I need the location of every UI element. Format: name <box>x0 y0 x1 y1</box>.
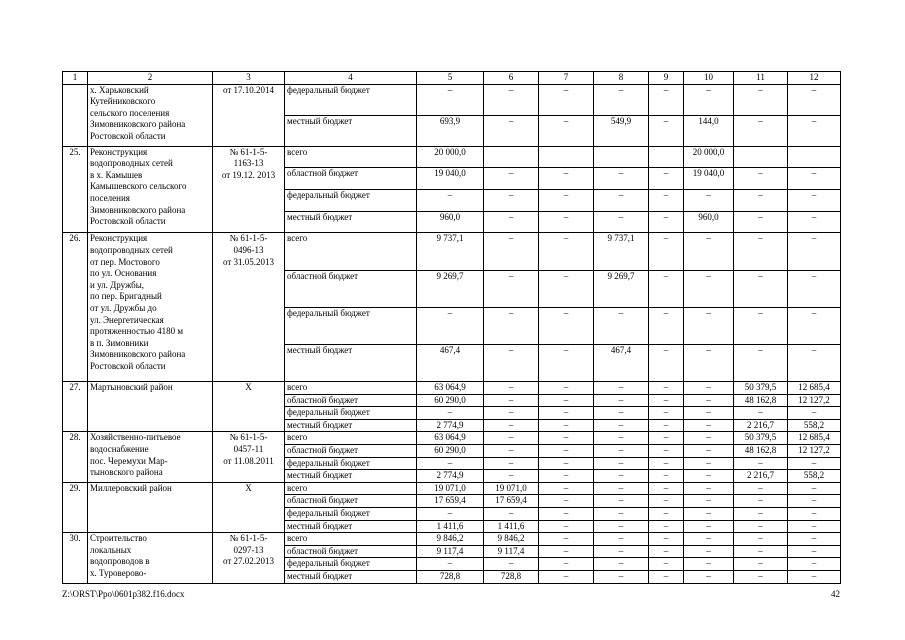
funding-source: местный бюджет <box>285 344 417 381</box>
amount-cell: 9 846,2 <box>417 533 484 546</box>
amount-cell: 960,0 <box>684 211 734 233</box>
table-row <box>63 84 841 115</box>
amount-cell: – <box>539 558 594 571</box>
table-row <box>63 233 841 270</box>
header-cell: 8 <box>594 72 649 85</box>
amount-cell <box>649 146 684 168</box>
table-row <box>63 146 841 168</box>
amount-cell: – <box>788 233 841 270</box>
funding-source: федеральный бюджет <box>285 457 417 470</box>
amount-cell: – <box>649 419 684 432</box>
amount-cell: – <box>788 307 841 344</box>
amount-cell: – <box>539 545 594 558</box>
amount-cell: – <box>684 545 734 558</box>
amount-cell: 60 290,0 <box>417 445 484 458</box>
amount-cell: 2 216,7 <box>734 419 788 432</box>
amount-cell: – <box>539 115 594 146</box>
amount-cell: 9 269,7 <box>594 270 649 307</box>
amount-cell: 9 737,1 <box>594 233 649 270</box>
amount-cell: 12 685,4 <box>788 382 841 395</box>
object-name: х. Харьковский Кутейниковского сельского поселения Зимовниковского района Ростовской области <box>88 84 213 146</box>
amount-cell: – <box>734 344 788 381</box>
amount-cell <box>484 146 539 168</box>
funding-source: федеральный бюджет <box>285 307 417 344</box>
amount-cell: – <box>788 115 841 146</box>
amount-cell: – <box>734 457 788 470</box>
amount-cell: – <box>539 482 594 495</box>
amount-cell: – <box>649 571 684 584</box>
amount-cell: – <box>539 211 594 233</box>
object-name: Строительство локальных водопроводов в х. Туроверово- <box>88 533 213 583</box>
amount-cell: – <box>594 495 649 508</box>
amount-cell: – <box>417 558 484 571</box>
funding-source: областной бюджет <box>285 445 417 458</box>
amount-cell: 1 411,6 <box>484 520 539 533</box>
amount-cell: – <box>684 84 734 115</box>
amount-cell: – <box>484 344 539 381</box>
amount-cell: – <box>594 533 649 546</box>
amount-cell: 9 846,2 <box>484 533 539 546</box>
amount-cell: – <box>417 457 484 470</box>
amount-cell: – <box>684 508 734 521</box>
file-path: Z:\ORST\Ppo\0601p382.f16.docx <box>62 589 185 599</box>
amount-cell: 48 162,8 <box>734 394 788 407</box>
amount-cell: – <box>649 115 684 146</box>
amount-cell: 9 737,1 <box>417 233 484 270</box>
funding-source: федеральный бюджет <box>285 407 417 420</box>
amount-cell: – <box>484 432 539 445</box>
amount-cell: – <box>594 394 649 407</box>
amount-cell: 12 685,4 <box>788 432 841 445</box>
row-number: 29. <box>63 482 88 532</box>
amount-cell: – <box>594 382 649 395</box>
amount-cell: – <box>649 84 684 115</box>
amount-cell: – <box>649 508 684 521</box>
funding-source: местный бюджет <box>285 115 417 146</box>
amount-cell: – <box>539 445 594 458</box>
amount-cell: – <box>484 558 539 571</box>
amount-cell: – <box>649 445 684 458</box>
amount-cell: – <box>649 211 684 233</box>
amount-cell: 63 064,9 <box>417 432 484 445</box>
header-cell: 1 <box>63 72 88 85</box>
page-number: 42 <box>831 589 840 599</box>
funding-source: всего <box>285 233 417 270</box>
amount-cell: – <box>417 407 484 420</box>
amount-cell: – <box>649 558 684 571</box>
amount-cell: 1 411,6 <box>417 520 484 533</box>
amount-cell: – <box>539 168 594 190</box>
amount-cell: – <box>734 211 788 233</box>
amount-cell: – <box>734 189 788 211</box>
amount-cell: – <box>539 344 594 381</box>
amount-cell: – <box>539 394 594 407</box>
funding-source: федеральный бюджет <box>285 508 417 521</box>
amount-cell: – <box>788 344 841 381</box>
table-body <box>63 72 841 584</box>
object-name: Мартыновский район <box>88 382 213 432</box>
amount-cell: – <box>734 233 788 270</box>
amount-cell: – <box>734 270 788 307</box>
amount-cell: – <box>788 211 841 233</box>
amount-cell: – <box>734 558 788 571</box>
amount-cell: 12 127,2 <box>788 394 841 407</box>
amount-cell: – <box>417 307 484 344</box>
funding-source: всего <box>285 382 417 395</box>
amount-cell: – <box>684 445 734 458</box>
amount-cell: 558,2 <box>788 470 841 483</box>
amount-cell: 20 000,0 <box>417 146 484 168</box>
document-ref: № 61-1-5- 0297-13 от 27.02.2013 <box>213 533 285 583</box>
header-cell: 2 <box>88 72 213 85</box>
amount-cell: – <box>734 307 788 344</box>
document-ref: № 61-1-5- 1163-13 от 19.12. 2013 <box>213 146 285 233</box>
amount-cell: – <box>594 571 649 584</box>
amount-cell: – <box>788 407 841 420</box>
amount-cell: – <box>594 470 649 483</box>
amount-cell: – <box>734 482 788 495</box>
amount-cell: – <box>649 189 684 211</box>
funding-source: областной бюджет <box>285 545 417 558</box>
amount-cell: – <box>788 189 841 211</box>
amount-cell: 2 216,7 <box>734 470 788 483</box>
amount-cell: – <box>484 445 539 458</box>
header-cell: 7 <box>539 72 594 85</box>
amount-cell: – <box>539 520 594 533</box>
amount-cell: – <box>649 482 684 495</box>
table-row <box>63 482 841 495</box>
amount-cell: – <box>684 382 734 395</box>
amount-cell: 63 064,9 <box>417 382 484 395</box>
amount-cell: – <box>684 520 734 533</box>
amount-cell: – <box>649 520 684 533</box>
amount-cell: – <box>788 533 841 546</box>
amount-cell: – <box>649 307 684 344</box>
document-ref: № 61-1-5- 0457-11 от 11.08.2011 <box>213 432 285 482</box>
amount-cell: 50 379,5 <box>734 432 788 445</box>
table-row <box>63 382 841 395</box>
amount-cell: – <box>684 394 734 407</box>
amount-cell: – <box>484 508 539 521</box>
amount-cell: 19 071,0 <box>484 482 539 495</box>
amount-cell: – <box>649 545 684 558</box>
amount-cell: – <box>684 419 734 432</box>
amount-cell: – <box>684 495 734 508</box>
amount-cell: – <box>539 189 594 211</box>
amount-cell: – <box>684 307 734 344</box>
header-cell: 9 <box>649 72 684 85</box>
amount-cell: – <box>594 189 649 211</box>
header-cell: 12 <box>788 72 841 85</box>
amount-cell: – <box>594 445 649 458</box>
amount-cell: – <box>649 270 684 307</box>
amount-cell: – <box>734 545 788 558</box>
funding-source: всего <box>285 432 417 445</box>
amount-cell: – <box>539 495 594 508</box>
amount-cell: – <box>539 270 594 307</box>
funding-source: областной бюджет <box>285 495 417 508</box>
budget-table <box>62 71 841 584</box>
object-name: Хозяйственно-питьевое водоснабжение пос. Черемухи Мар- тыновского района <box>88 432 213 482</box>
amount-cell: – <box>649 233 684 270</box>
amount-cell: – <box>788 495 841 508</box>
amount-cell: – <box>649 168 684 190</box>
amount-cell: – <box>684 344 734 381</box>
amount-cell: 558,2 <box>788 419 841 432</box>
amount-cell: – <box>539 382 594 395</box>
amount-cell: 19 040,0 <box>417 168 484 190</box>
amount-cell: – <box>594 558 649 571</box>
amount-cell: – <box>539 571 594 584</box>
amount-cell: 9 117,4 <box>484 545 539 558</box>
amount-cell: 9 117,4 <box>417 545 484 558</box>
header-cell: 3 <box>213 72 285 85</box>
funding-source: областной бюджет <box>285 394 417 407</box>
amount-cell: – <box>684 470 734 483</box>
amount-cell: 9 269,7 <box>417 270 484 307</box>
amount-cell: – <box>484 470 539 483</box>
row-number: 26. <box>63 233 88 382</box>
amount-cell: – <box>734 520 788 533</box>
amount-cell: – <box>649 495 684 508</box>
amount-cell: – <box>684 457 734 470</box>
amount-cell: 2 774,9 <box>417 470 484 483</box>
funding-source: местный бюджет <box>285 571 417 584</box>
funding-source: всего <box>285 146 417 168</box>
amount-cell: – <box>484 382 539 395</box>
amount-cell: – <box>539 533 594 546</box>
amount-cell: – <box>417 189 484 211</box>
amount-cell: – <box>649 344 684 381</box>
amount-cell: – <box>788 508 841 521</box>
amount-cell: – <box>684 571 734 584</box>
funding-source: всего <box>285 482 417 495</box>
table-row <box>63 533 841 546</box>
amount-cell: – <box>734 168 788 190</box>
amount-cell: – <box>788 482 841 495</box>
funding-source: местный бюджет <box>285 470 417 483</box>
amount-cell: – <box>539 457 594 470</box>
amount-cell: – <box>788 558 841 571</box>
amount-cell: – <box>684 407 734 420</box>
amount-cell: – <box>649 533 684 546</box>
amount-cell: – <box>788 571 841 584</box>
amount-cell: – <box>649 470 684 483</box>
amount-cell: 50 379,5 <box>734 382 788 395</box>
amount-cell: 60 290,0 <box>417 394 484 407</box>
funding-source: федеральный бюджет <box>285 189 417 211</box>
amount-cell: – <box>734 533 788 546</box>
amount-cell: – <box>539 233 594 270</box>
document-ref: Х <box>213 482 285 532</box>
amount-cell: – <box>484 84 539 115</box>
amount-cell: – <box>649 382 684 395</box>
amount-cell: – <box>684 432 734 445</box>
amount-cell: – <box>684 482 734 495</box>
amount-cell: – <box>649 394 684 407</box>
document-ref: № 61-1-5- 0496-13 от 31.05.2013 <box>213 233 285 382</box>
amount-cell: – <box>484 307 539 344</box>
amount-cell: 467,4 <box>594 344 649 381</box>
header-cell: 4 <box>285 72 417 85</box>
funding-source: местный бюджет <box>285 419 417 432</box>
amount-cell: – <box>649 407 684 420</box>
amount-cell: – <box>539 407 594 420</box>
amount-cell: – <box>484 407 539 420</box>
amount-cell: 728,8 <box>417 571 484 584</box>
amount-cell: – <box>594 84 649 115</box>
header-row <box>63 72 841 85</box>
document-ref: от 17.10.2014 <box>213 84 285 146</box>
amount-cell: – <box>734 115 788 146</box>
amount-cell: – <box>684 533 734 546</box>
amount-cell: 17 659,4 <box>484 495 539 508</box>
amount-cell <box>594 146 649 168</box>
amount-cell: – <box>788 457 841 470</box>
amount-cell: 2 774,9 <box>417 419 484 432</box>
amount-cell: – <box>788 545 841 558</box>
amount-cell: – <box>484 457 539 470</box>
object-name: Миллеровский район <box>88 482 213 532</box>
amount-cell: – <box>594 457 649 470</box>
amount-cell <box>734 146 788 168</box>
amount-cell: – <box>734 407 788 420</box>
amount-cell: 144,0 <box>684 115 734 146</box>
amount-cell: – <box>684 558 734 571</box>
amount-cell: – <box>649 457 684 470</box>
amount-cell: 17 659,4 <box>417 495 484 508</box>
amount-cell: – <box>788 84 841 115</box>
funding-source: областной бюджет <box>285 168 417 190</box>
amount-cell: – <box>734 84 788 115</box>
amount-cell: – <box>539 432 594 445</box>
amount-cell: – <box>484 168 539 190</box>
amount-cell: – <box>684 189 734 211</box>
amount-cell: 20 000,0 <box>684 146 734 168</box>
amount-cell: – <box>484 419 539 432</box>
amount-cell: 19 071,0 <box>417 482 484 495</box>
amount-cell: – <box>539 419 594 432</box>
amount-cell: – <box>484 233 539 270</box>
header-cell: 5 <box>417 72 484 85</box>
row-number: 25. <box>63 146 88 233</box>
amount-cell: 467,4 <box>417 344 484 381</box>
amount-cell: 19 040,0 <box>684 168 734 190</box>
amount-cell: – <box>788 270 841 307</box>
amount-cell: 693,9 <box>417 115 484 146</box>
amount-cell: – <box>649 432 684 445</box>
amount-cell: – <box>594 307 649 344</box>
amount-cell: – <box>594 407 649 420</box>
amount-cell: – <box>539 84 594 115</box>
amount-cell: – <box>484 270 539 307</box>
amount-cell: – <box>594 520 649 533</box>
row-number: 30. <box>63 533 88 583</box>
amount-cell: – <box>594 419 649 432</box>
amount-cell: 12 127,2 <box>788 445 841 458</box>
object-name: Реконструкция водопроводных сетей в х. Камышев Камышевского сельского поселения Зимовниковского района Ростовской области <box>88 146 213 233</box>
amount-cell <box>539 146 594 168</box>
header-cell: 11 <box>734 72 788 85</box>
amount-cell: – <box>539 470 594 483</box>
row-number <box>63 84 88 146</box>
amount-cell: – <box>734 571 788 584</box>
row-number: 27. <box>63 382 88 432</box>
amount-cell: – <box>788 168 841 190</box>
header-cell: 6 <box>484 72 539 85</box>
amount-cell: – <box>788 520 841 533</box>
amount-cell: – <box>594 508 649 521</box>
document-ref: Х <box>213 382 285 432</box>
amount-cell: – <box>484 211 539 233</box>
amount-cell: – <box>539 307 594 344</box>
table-row <box>63 432 841 445</box>
amount-cell: – <box>594 168 649 190</box>
object-name: Реконструкция водопроводных сетей от пер. Мостового по ул. Основания и ул. Дружбы, по пер. Бригадный от ул. Дружбы до ул. Энергетическая протяженностью 4180 м в п. Зимовники Зимовниковского района Ростовской области <box>88 233 213 382</box>
amount-cell: – <box>594 545 649 558</box>
amount-cell: – <box>417 508 484 521</box>
row-number: 28. <box>63 432 88 482</box>
amount-cell: – <box>539 508 594 521</box>
amount-cell: – <box>484 115 539 146</box>
amount-cell: – <box>594 482 649 495</box>
funding-source: местный бюджет <box>285 520 417 533</box>
amount-cell: – <box>417 84 484 115</box>
funding-source: местный бюджет <box>285 211 417 233</box>
amount-cell: – <box>684 233 734 270</box>
funding-source: федеральный бюджет <box>285 84 417 115</box>
amount-cell: – <box>594 211 649 233</box>
funding-source: федеральный бюджет <box>285 558 417 571</box>
amount-cell: 960,0 <box>417 211 484 233</box>
amount-cell: 549,9 <box>594 115 649 146</box>
amount-cell: – <box>684 270 734 307</box>
funding-source: областной бюджет <box>285 270 417 307</box>
amount-cell: 48 162,8 <box>734 445 788 458</box>
amount-cell: – <box>484 189 539 211</box>
amount-cell: – <box>734 495 788 508</box>
header-cell: 10 <box>684 72 734 85</box>
amount-cell: 728,8 <box>484 571 539 584</box>
funding-source: всего <box>285 533 417 546</box>
amount-cell: – <box>484 394 539 407</box>
amount-cell: – <box>594 432 649 445</box>
amount-cell: – <box>734 508 788 521</box>
amount-cell <box>788 146 841 168</box>
